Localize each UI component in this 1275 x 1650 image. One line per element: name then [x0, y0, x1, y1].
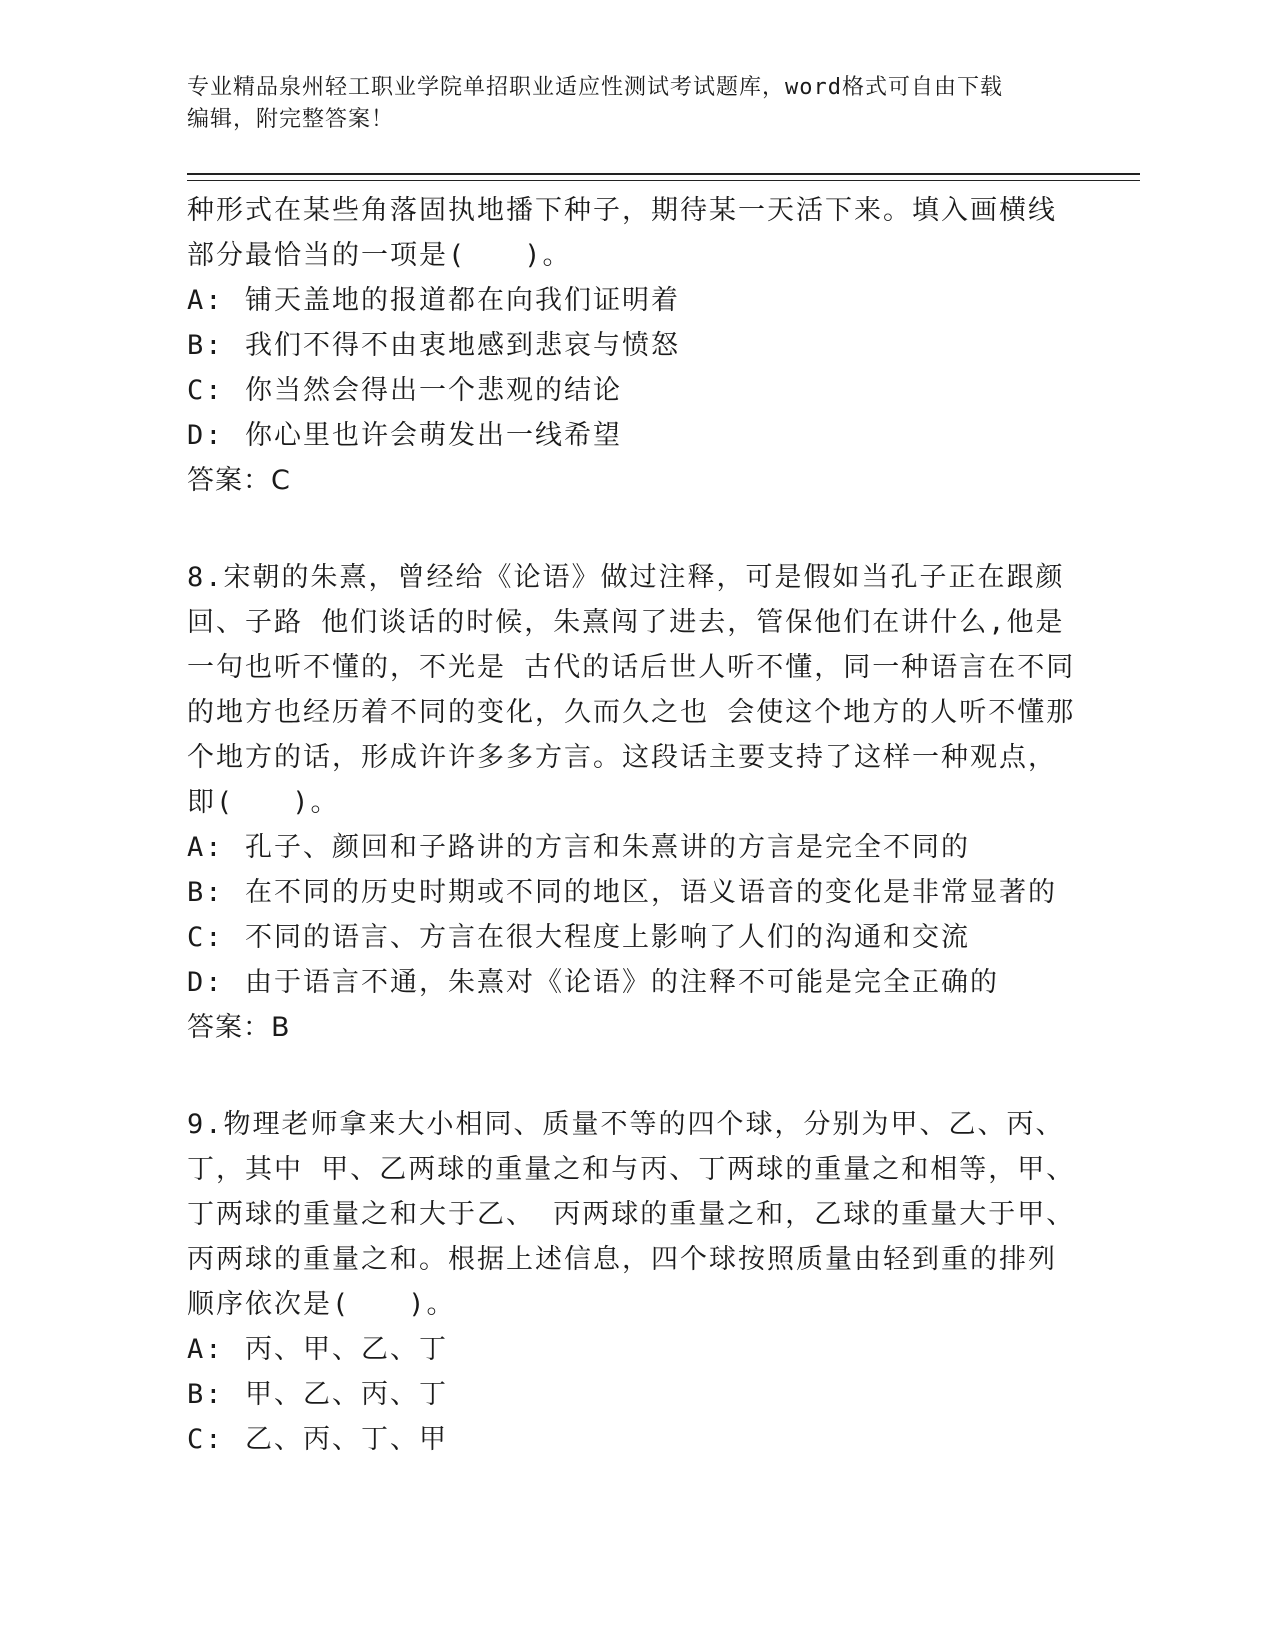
question-7 — [187, 188, 1067, 503]
option-d — [187, 960, 1067, 1005]
option-key: C: — [187, 922, 224, 953]
answer: 答案：C — [187, 465, 291, 496]
spacer — [187, 1050, 1067, 1102]
option-b — [187, 1372, 1067, 1417]
option-text: 铺天盖地的报道都在向我们证明着 — [245, 285, 680, 316]
option-c — [187, 915, 1067, 960]
page-header — [187, 72, 1067, 136]
option-b — [187, 323, 1067, 368]
option-text: 甲、乙、丙、丁 — [245, 1379, 448, 1410]
document-body — [187, 188, 1076, 1462]
option-key: B: — [187, 330, 224, 361]
question-text-line: 一句也听不懂的，不光是 古代的话后世人听不懂，同一种语言在不同 — [187, 652, 1076, 683]
option-c — [187, 1417, 1067, 1462]
option-text: 在不同的历史时期或不同的地区，语义语音的变化是非常显著的 — [245, 877, 1057, 908]
option-b — [187, 870, 1067, 915]
option-key: B: — [187, 1379, 224, 1410]
question-text-line: 个地方的话，形成许许多多方言。这段话主要支持了这样一种观点， — [187, 742, 1057, 773]
option-key: D: — [187, 420, 224, 451]
option-text: 不同的语言、方言在很大程度上影响了人们的沟通和交流 — [245, 922, 970, 953]
option-key: B: — [187, 877, 224, 908]
question-text-line: 9.物理老师拿来大小相同、质量不等的四个球，分别为甲、乙、丙、 — [187, 1109, 1065, 1140]
option-key: C: — [187, 375, 224, 406]
question-text-line: 顺序依次是( )。 — [187, 1289, 456, 1320]
header-divider-thin — [187, 180, 1140, 181]
question-text-line: 丁，其中 甲、乙两球的重量之和与丙、丁两球的重量之和相等，甲、 — [187, 1154, 1076, 1185]
option-key: A: — [187, 1334, 224, 1365]
question-8 — [187, 555, 1076, 1050]
header-divider-thick — [187, 173, 1140, 175]
question-text-line: 丁两球的重量之和大于乙、 丙两球的重量之和，乙球的重量大于甲、 — [187, 1199, 1076, 1230]
option-key: D: — [187, 967, 224, 998]
option-text: 我们不得不由衷地感到悲哀与愤怒 — [245, 330, 680, 361]
question-text-line: 部分最恰当的一项是( )。 — [187, 240, 572, 271]
option-a — [187, 825, 1067, 870]
header-line-2: 编辑，附完整答案！ — [187, 107, 395, 132]
option-a — [187, 1327, 1067, 1372]
question-text-line: 8.宋朝的朱熹，曾经给《论语》做过注释，可是假如当孔子正在跟颜 — [187, 562, 1065, 593]
header-line-1: 专业精品泉州轻工职业学院单招职业适应性测试考试题库，word格式可自由下载 — [187, 75, 1003, 100]
option-key: A: — [187, 832, 224, 863]
option-text: 乙、丙、丁、甲 — [245, 1424, 448, 1455]
option-d — [187, 413, 1067, 458]
option-text: 由于语言不通，朱熹对《论语》的注释不可能是完全正确的 — [245, 967, 999, 998]
option-text: 你心里也许会萌发出一线希望 — [245, 420, 622, 451]
option-text: 丙、甲、乙、丁 — [245, 1334, 448, 1365]
question-text-line: 回、子路 他们谈话的时候，朱熹闯了进去，管保他们在讲什么,他是 — [187, 607, 1065, 638]
option-a — [187, 278, 1067, 323]
question-text-line: 即( )。 — [187, 787, 340, 818]
option-c — [187, 368, 1067, 413]
question-9 — [187, 1102, 1076, 1462]
option-key: A: — [187, 285, 224, 316]
spacer — [187, 503, 1067, 555]
answer: 答案：B — [187, 1012, 291, 1043]
question-text-line: 丙两球的重量之和。根据上述信息，四个球按照质量由轻到重的排列 — [187, 1244, 1057, 1275]
option-text: 你当然会得出一个悲观的结论 — [245, 375, 622, 406]
question-text-line: 的地方也经历着不同的变化，久而久之也 会使这个地方的人听不懂那 — [187, 697, 1076, 728]
option-text: 孔子、颜回和子路讲的方言和朱熹讲的方言是完全不同的 — [245, 832, 970, 863]
option-key: C: — [187, 1424, 224, 1455]
question-text-line: 种形式在某些角落固执地播下种子，期待某一天活下来。填入画横线 — [187, 195, 1057, 226]
